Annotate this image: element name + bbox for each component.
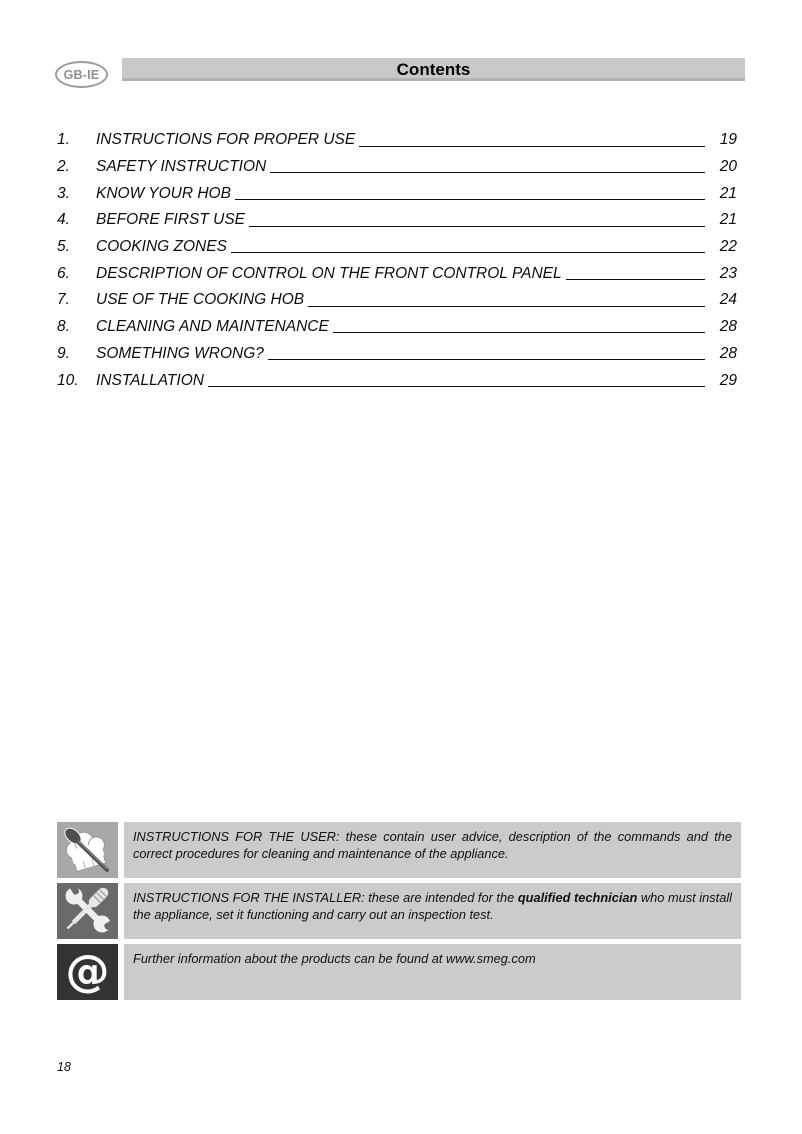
toc-entry-title: USE OF THE COOKING HOB [96,291,305,309]
at-icon-glyph: @ [65,946,110,997]
toc-entry-number: 8. [57,318,70,336]
info-text-user-body: INSTRUCTIONS FOR THE USER: these contain user advice, description of the commands and the correct procedures for cleaning and maintenance of the appliance. [133,829,732,861]
info-box-installer [57,883,741,939]
toc-entry-page: 22 [719,238,737,256]
toc-entry [57,154,737,181]
chef-hat-spoon-icon [57,822,118,878]
toc-entry-page: 24 [719,291,737,309]
toc-entry-title: SAFETY INSTRUCTION [96,158,267,176]
info-text-web [124,944,741,1000]
info-text-web-body: Further information about the products can be found at www.smeg.com [133,951,536,966]
page-title-bar [122,58,745,81]
info-text-user [124,822,741,878]
toc-entry-number: 1. [57,131,70,149]
toc-leader-line [333,314,705,334]
toc-entry-page: 28 [719,344,737,362]
toc-entry-page: 29 [719,371,737,389]
info-text-installer-before: INSTRUCTIONS FOR THE INSTALLER: these are intended for the [133,890,518,905]
toc-entry-number: 4. [57,211,70,229]
toc-entry-title: INSTRUCTIONS FOR PROPER USE [96,131,356,149]
toc-entry-number: 2. [57,158,70,176]
info-text-installer [124,883,741,939]
toc-entry-number: 9. [57,344,70,362]
toc-leader-line [566,260,705,280]
toc-entry [57,260,737,287]
toc-leader-line [268,341,705,361]
toc-entry-number: 6. [57,264,70,282]
at-icon [57,944,118,1000]
toc-entry [57,314,737,341]
toc-leader-line [249,207,705,227]
toc-entry-page: 21 [719,184,737,202]
tools-icon [57,883,118,939]
toc-leader-line [359,127,705,147]
toc-entry-title: BEFORE FIRST USE [96,211,245,229]
locale-badge [55,61,108,88]
toc-entry [57,207,737,234]
toc-leader-line [235,180,705,200]
toc-entry-number: 7. [57,291,70,309]
toc-entry [57,127,737,154]
toc-entry-title: KNOW YOUR HOB [96,184,231,202]
toc-entry-title: SOMETHING WRONG? [96,344,264,362]
toc-entry-page: 20 [719,158,737,176]
toc-entry-title: INSTALLATION [96,371,204,389]
toc-entry-title: DESCRIPTION OF CONTROL ON THE FRONT CONTROL PANEL [96,264,562,282]
toc-entry-number: 10. [57,371,79,389]
toc-entry-page: 23 [719,264,737,282]
page-number: 18 [57,1060,71,1074]
toc-entry [57,367,737,394]
toc-entry [57,341,737,368]
toc-entry [57,180,737,207]
toc-entry-page: 19 [719,131,737,149]
locale-badge-label: GB-IE [63,67,100,82]
toc-entry-number: 5. [57,238,70,256]
info-box-web [57,944,741,1000]
page-title: Contents [396,60,471,79]
toc-entry-title: COOKING ZONES [96,238,227,256]
toc-leader-line [270,154,705,174]
info-text-installer-after: who must install the appliance, set it functioning and carry out an inspection test. [133,890,732,922]
toc-leader-line [231,234,705,254]
table-of-contents [57,127,737,394]
info-box-user [57,822,741,878]
toc-entry [57,234,737,261]
toc-leader-line [308,287,705,307]
toc-entry [57,287,737,314]
info-boxes [57,822,741,1005]
toc-entry-page: 21 [719,211,737,229]
toc-entry-page: 28 [719,318,737,336]
info-text-installer-bold: qualified technician [517,890,638,905]
toc-leader-line [208,367,705,387]
toc-entry-title: CLEANING AND MAINTENANCE [96,318,329,336]
toc-entry-number: 3. [57,184,70,202]
